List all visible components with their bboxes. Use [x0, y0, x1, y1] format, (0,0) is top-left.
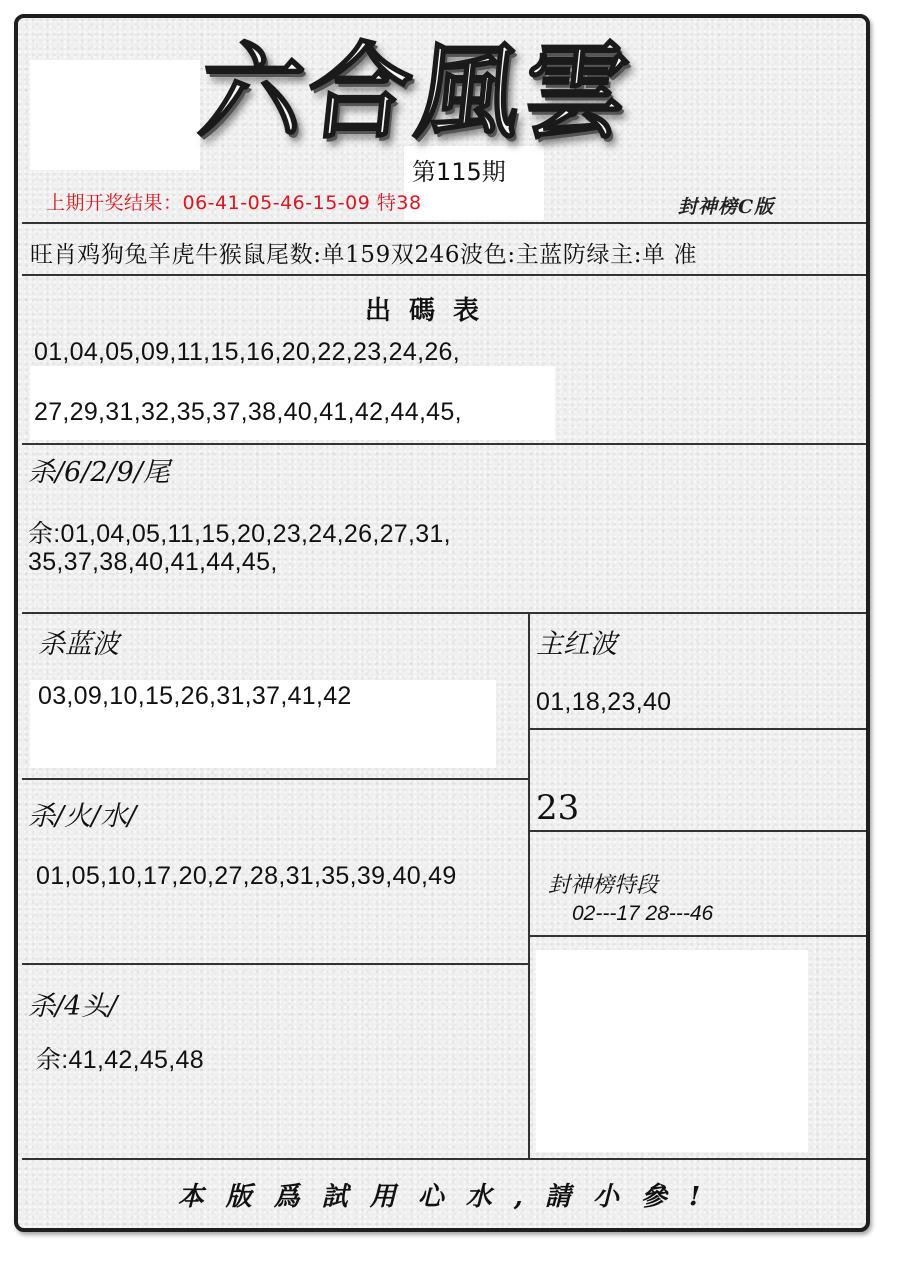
- edition-label: 封神榜C版: [678, 196, 775, 218]
- divider-right-1: [529, 728, 866, 730]
- kill-tail-heading: 杀/6/2/9/尾: [28, 457, 170, 488]
- divider-footer: [22, 1158, 866, 1160]
- kill-head-numbers: 余:41,42,45,48: [36, 1046, 204, 1074]
- main-red-heading: 主红波: [536, 629, 617, 660]
- divider-left-1: [22, 778, 529, 780]
- zodiac-tail-color-line: 旺肖鸡狗兔羊虎牛猴鼠尾数:单159双246波色:主蓝防绿主:单 准: [30, 242, 698, 268]
- divider-tail: [22, 612, 866, 614]
- issue-number: 第115期: [412, 158, 506, 186]
- chart-row-1: 01,04,05,09,11,15,16,20,22,23,24,26,: [34, 338, 460, 366]
- divider-right-3: [529, 935, 866, 937]
- divider-left-2: [22, 963, 529, 965]
- blank-patch-right: [536, 950, 808, 1152]
- chart-row-2: 27,29,31,32,35,37,38,40,41,42,44,45,: [34, 398, 462, 426]
- kill-tail-line-2: 35,37,38,40,41,44,45,: [28, 548, 278, 576]
- chart-title: 出碼表: [364, 296, 497, 326]
- divider-column: [528, 612, 530, 1158]
- blank-patch-header: [30, 60, 200, 170]
- footer-note: 本版爲試用心水,請小參!: [177, 1182, 723, 1212]
- page-title: 六合風雲: [193, 30, 639, 153]
- kill-element-numbers: 01,05,10,17,20,27,28,31,35,39,40,49: [36, 862, 457, 890]
- single-number: 23: [536, 788, 580, 828]
- special-section-value: 02---17 28---46: [572, 902, 714, 925]
- divider-header: [22, 222, 866, 224]
- divider-right-2: [529, 830, 866, 832]
- divider-zodiac: [22, 274, 866, 276]
- last-draw-result: 上期开奖结果：06-41-05-46-15-09 特38: [46, 192, 422, 214]
- divider-chart: [22, 443, 866, 445]
- kill-blue-numbers: 03,09,10,15,26,31,37,41,42: [38, 682, 352, 710]
- main-red-numbers: 01,18,23,40: [536, 688, 672, 716]
- kill-element-heading: 杀/火/水/: [28, 801, 137, 832]
- special-section-label: 封神榜特段: [548, 873, 659, 898]
- kill-head-heading: 杀/4头/: [28, 991, 118, 1022]
- kill-blue-heading: 杀蓝波: [38, 629, 119, 660]
- kill-tail-line-1: 余:01,04,05,11,15,20,23,24,26,27,31,: [28, 520, 451, 548]
